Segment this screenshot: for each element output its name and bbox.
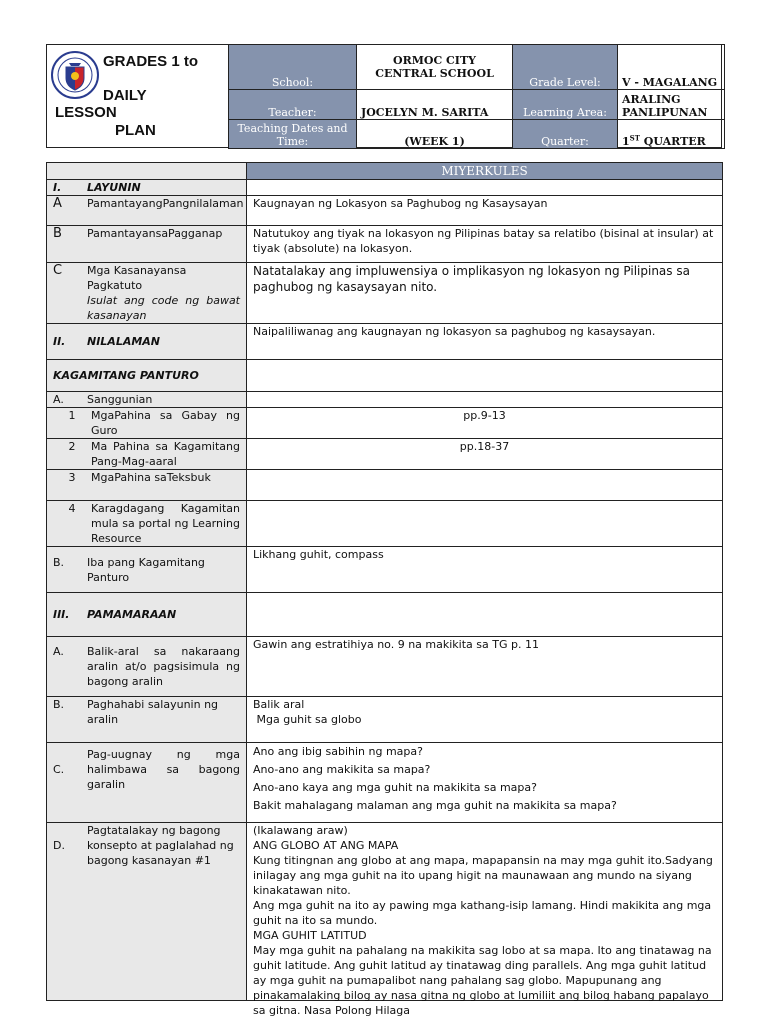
lesson-plan-table bbox=[46, 162, 723, 1017]
gabay-ng-guro-value: pp.9-13 bbox=[247, 408, 723, 439]
row-balik-aral: A. Balik-aral sa nakaraang aralin at/o pagsisimula ng bagong aralin bbox=[47, 637, 247, 697]
row-gabay-ng-guro: 1 MgaPahina sa Gabay ng Guro bbox=[47, 408, 247, 439]
paghahabi-value bbox=[247, 697, 723, 743]
question-1: Ano ang ibig sabihin ng mapa? bbox=[253, 745, 423, 758]
quarter-label: Quarter: bbox=[513, 120, 618, 149]
pagganap-value: Natutukoy ang tiyak na lokasyon ng Pilipinas batay sa relatibo (bisinal at insular) at tiyak (absolute) na lokasyon. bbox=[247, 226, 723, 263]
learning-resource-value bbox=[247, 501, 723, 547]
pangnilalaman-value: Kaugnayan ng Lokasyon sa Paghubog ng Kasaysayan bbox=[247, 196, 723, 226]
grade-level-label: Grade Level: bbox=[513, 45, 618, 90]
header-blank-cell bbox=[47, 163, 247, 180]
title-grades: GRADES 1 to bbox=[103, 53, 199, 70]
pagtatalakay-line-4: Ang mga guhit na ito ay pawing mga kathang-isip lamang. Hindi makikita ang mga guhit na ito sa mundo. bbox=[253, 899, 712, 927]
teksbuk-value bbox=[247, 470, 723, 501]
row-pagtatalakay: D. Pagtatalakay ng bagong konsepto at paglalahad ng bagong kasanayan #1 bbox=[47, 823, 247, 1001]
school-value: ORMOC CITY CENTRAL SCHOOL bbox=[357, 45, 513, 90]
pagtatalakay-line-5: MGA GUHIT LATITUD bbox=[253, 929, 367, 942]
header-info-table bbox=[228, 44, 725, 149]
header-block bbox=[46, 44, 722, 148]
section-nilalaman: II. NILALAMAN bbox=[47, 324, 247, 360]
row-pamantayan-sa-pagganap: B PamantayansaPagganap bbox=[47, 226, 247, 263]
pagtatalakay-line-2: ANG GLOBO AT ANG MAPA bbox=[253, 839, 399, 852]
section-layunin: I. LAYUNIN bbox=[47, 180, 247, 196]
row-pamantayang-pangnilalaman: A PamantayangPangnilalaman bbox=[47, 196, 247, 226]
kagamitan-value bbox=[247, 360, 723, 392]
pagtatalakay-line-6: May mga guhit na pahalang na makikita sag lobo at sa mapa. Ito ang tinatawag na guhit latitude. Ang guhit latitud ay tinatawag ding parallels. Ang mga guhit latitud ay mga guhit na pumapalibot nang pahalang sag globo. Mapupunang ang pinakamalaking bilog ay nasa gitna ng globo at lumiliit ang bilog habang papalayo sa gitna. Nasa Polong Hilaga bbox=[253, 944, 712, 1017]
title-daily: DAILY bbox=[103, 87, 147, 104]
teacher-label: Teacher: bbox=[229, 90, 357, 120]
pagtatalakay-line-3: Kung titingnan ang globo at ang mapa, mapapansin na may mga guhit ito.Sadyang inilagay ang mga guhit na ito upang higit na maunawaan ang mundo na siyang kinakatawan nito. bbox=[253, 854, 713, 897]
row-teksbuk: 3 MgaPahina saTeksbuk bbox=[47, 470, 247, 501]
pagtatalakay-line-1: (Ikalawang araw) bbox=[253, 824, 348, 837]
pamamaraan-value bbox=[247, 593, 723, 637]
pagkatuto-value: Natatalakay ang impluwensiya o implikasyon ng lokasyon ng Pilipinas sa paghubog ng kasaysayan nito. bbox=[247, 263, 723, 324]
balik-aral-value: Gawin ang estratihiya no. 9 na makikita sa TG p. 11 bbox=[247, 637, 723, 697]
row-pag-uugnay: C. Pag-uugnay ng mga halimbawa sa bagong garalin bbox=[47, 743, 247, 823]
learning-area-value: ARALING PANLIPUNAN bbox=[618, 90, 725, 120]
section-kagamitang-panturo: KAGAMITANG PANTURO bbox=[47, 360, 247, 392]
learning-area-label: Learning Area: bbox=[513, 90, 618, 120]
row-paghahabi-salayunin: B. Paghahabi salayunin ng aralin bbox=[47, 697, 247, 743]
title-lesson: LESSON bbox=[55, 104, 117, 121]
deped-seal-icon bbox=[51, 51, 99, 99]
iba-pang-kagamitan-value: Likhang guhit, compass bbox=[247, 547, 723, 593]
sanggunian-value bbox=[247, 392, 723, 408]
pang-mag-aaral-value: pp.18-37 bbox=[247, 439, 723, 470]
pag-uugnay-value bbox=[247, 743, 723, 823]
row-kagamitang-pang-mag-aaral: 2 Ma Pahina sa Kagamitang Pang-Mag-aaral bbox=[47, 439, 247, 470]
teaching-dates-value: (WEEK 1) bbox=[357, 120, 513, 149]
row-iba-pang-kagamitan: B. Iba pang Kagamitang Panturo bbox=[47, 547, 247, 593]
row-sanggunian: A. Sanggunian bbox=[47, 392, 247, 408]
quarter-value: 1ST QUARTER bbox=[618, 120, 725, 149]
section-pamamaraan: III. PAMAMARAAN bbox=[47, 593, 247, 637]
row-learning-resource: 4 Karagdagang Kagamitan mula sa portal ng Learning Resource bbox=[47, 501, 247, 547]
question-4: Bakit mahalagang malaman ang mga guhit na makikita sa mapa? bbox=[253, 799, 617, 812]
paghahabi-line-1: Balik aral bbox=[253, 698, 305, 711]
title-plan: PLAN bbox=[115, 122, 156, 139]
pagtatalakay-value bbox=[247, 823, 723, 1017]
nilalaman-value: Naipaliliwanag ang kaugnayan ng lokasyon sa paghubog ng kasaysayan. bbox=[247, 324, 723, 360]
paghahabi-line-2: Mga guhit sa globo bbox=[253, 713, 362, 726]
layunin-value bbox=[247, 180, 723, 196]
question-2: Ano-ano ang makikita sa mapa? bbox=[253, 763, 431, 776]
grade-level-value: V - MAGALANG bbox=[618, 45, 725, 90]
row-kasanayan-sa-pagkatuto: C Mga Kasanayansa Pagkatuto Isulat ang code ng bawat kasanayan bbox=[47, 263, 247, 324]
teacher-value: JOCELYN M. SARITA bbox=[357, 90, 513, 120]
question-3: Ano-ano kaya ang mga guhit na makikita sa mapa? bbox=[253, 781, 537, 794]
school-label: School: bbox=[229, 45, 357, 90]
teaching-dates-label: Teaching Dates and Time: bbox=[229, 120, 357, 149]
day-header: MIYERKULES bbox=[247, 163, 723, 180]
title-grade-range bbox=[55, 87, 56, 88]
